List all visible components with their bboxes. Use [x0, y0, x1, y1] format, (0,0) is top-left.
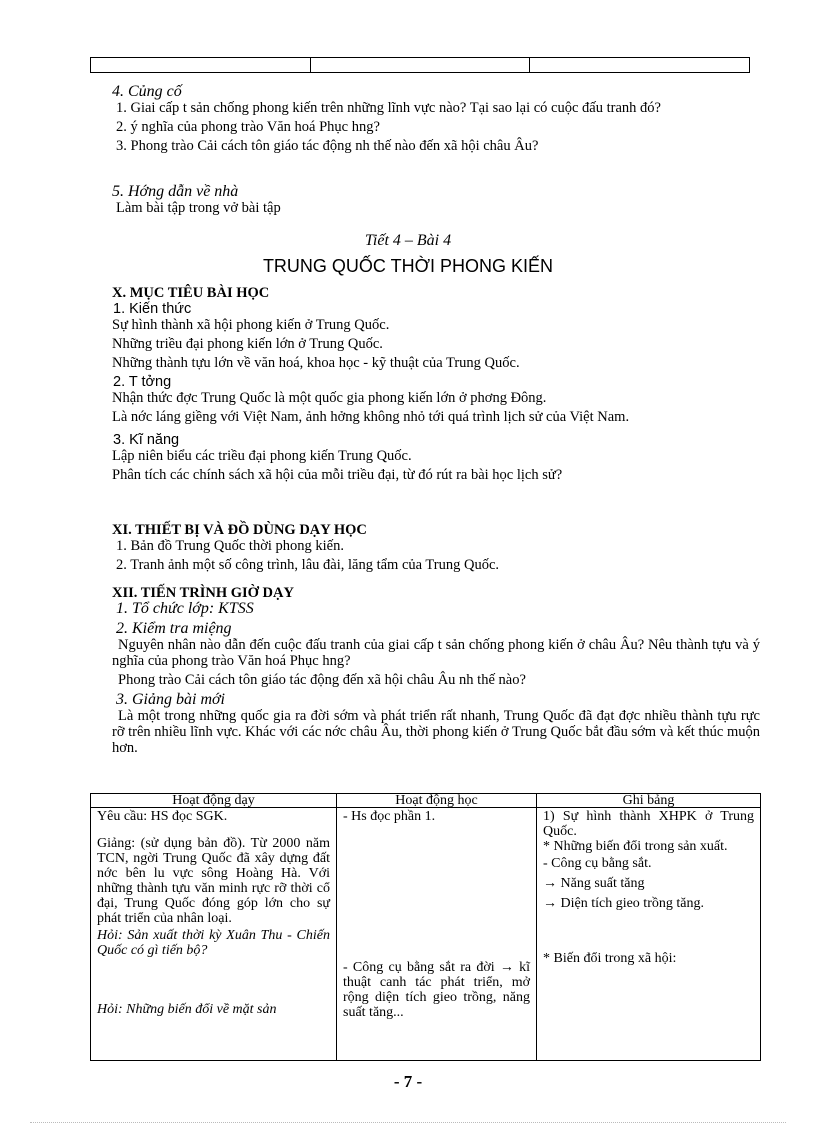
- equipment-heading: XI. THIẾT BỊ VÀ ĐỒ DÙNG DẠY HỌC: [112, 522, 367, 538]
- teach-request: Yêu cầu: HS đọc SGK.: [97, 809, 228, 824]
- thought-item-1: Nhận thức đợc Trung Quốc là một quốc gia phong kiến lớn ở phơng Đông.: [112, 390, 547, 406]
- review-question-1: 1. Giai cấp t sản chống phong kiến trên những lĩnh vực nào? Tại sao lại có cuộc đấu tranh đó?: [116, 100, 661, 116]
- table-header-row: [91, 794, 761, 808]
- lesson-title: TRUNG QUỐC THỜI PHONG KIẾN: [262, 256, 554, 276]
- skills-heading: 3. Kĩ năng: [113, 432, 180, 448]
- objectives-section: [112, 285, 760, 486]
- skills-item-2: Phân tích các chính sách xã hội của mỗi triều đại, từ đó rút ra bài học lịch sử?: [112, 467, 563, 483]
- board-item-2: * Những biến đổi trong sản xuất.: [543, 839, 728, 854]
- teach-question-1: Hỏi: Sản xuất thời kỳ Xuân Thu - Chiến Quốc có gì tiến bộ?: [97, 928, 330, 958]
- homework-heading: 5. Hớng dẫn về nhà: [112, 183, 239, 200]
- homework-text: Làm bài tập trong vở bài tập: [116, 200, 281, 216]
- review-heading: 4. Củng cố: [112, 83, 182, 100]
- oral-check-question-2: Phong trào Cải cách tôn giáo tác động đến xã hội châu Âu nh thế nào?: [118, 672, 526, 688]
- header-teaching: Hoạt động dạy: [91, 794, 337, 808]
- table-cell: [311, 58, 531, 72]
- learning-cell: [337, 808, 537, 1061]
- page-number: - 7 -: [393, 1072, 423, 1091]
- skills-item-1: Lập niên biểu các triều đại phong kiến Trung Quốc.: [112, 448, 412, 464]
- equipment-item-1: 1. Bản đồ Trung Quốc thời phong kiến.: [116, 538, 344, 554]
- knowledge-item-1: Sự hình thành xã hội phong kiến ở Trung Quốc.: [112, 317, 390, 333]
- knowledge-item-3: Những thành tựu lớn về văn hoá, khoa học - kỹ thuật của Trung Quốc.: [112, 355, 520, 371]
- class-organization: 1. Tổ chức lớp: KTSS: [116, 600, 254, 617]
- review-section: [112, 84, 760, 157]
- equipment-section: [112, 522, 760, 576]
- table-row: [91, 808, 761, 1061]
- new-lesson-heading: 3. Giảng bài mới: [116, 691, 225, 708]
- review-question-2: 2. ý nghĩa của phong trào Văn hoá Phục hng?: [116, 119, 380, 135]
- lesson-period: Tiết 4 – Bài 4: [364, 232, 452, 249]
- learn-item-1: - Hs đọc phần 1.: [343, 809, 436, 824]
- board-item-1: 1) Sự hình thành XHPK ở Trung Quốc.: [543, 809, 754, 839]
- knowledge-heading: 1. Kiến thức: [113, 301, 192, 317]
- homework-section: [112, 184, 760, 219]
- objectives-heading: X. MỤC TIÊU BÀI HỌC: [112, 285, 270, 301]
- review-question-3: 3. Phong trào Cải cách tôn giáo tác động nh thế nào đến xã hội châu Âu?: [116, 138, 539, 154]
- board-item-5: → Diện tích gieo trồng tăng.: [543, 896, 704, 911]
- learn-item-2: - Công cụ bằng sắt ra đời → kĩ thuật canh tác phát triển, mở rộng diện tích gieo trồng, năng suất tăng...: [343, 960, 530, 1020]
- board-item-4: → Năng suất tăng: [543, 876, 645, 891]
- board-item-3: - Công cụ bằng sắt.: [543, 856, 652, 871]
- thought-heading: 2. T tởng: [113, 374, 172, 390]
- header-board: Ghi bảng: [537, 794, 761, 808]
- oral-check-heading: 2. Kiểm tra miệng: [116, 620, 232, 637]
- equipment-item-2: 2. Tranh ảnh một số công trình, lâu đài, lăng tẩm của Trung Quốc.: [116, 557, 500, 573]
- previous-table-bottom-row: [90, 57, 750, 73]
- process-section: [112, 585, 760, 759]
- table-cell: [91, 58, 311, 72]
- teach-question-2: Hỏi: Những biến đổi về mặt sản: [97, 1002, 277, 1017]
- knowledge-item-2: Những triều đại phong kiến lớn ở Trung Quốc.: [112, 336, 383, 352]
- teaching-cell: [91, 808, 337, 1061]
- table-cell: [530, 58, 749, 72]
- thought-item-2: Là nớc láng giềng với Việt Nam, ảnh hởng không nhỏ tới quá trình lịch sử của Việt Nam.: [112, 409, 630, 425]
- new-lesson-intro: Là một trong những quốc gia ra đời sớm và phát triển rất nhanh, Trung Quốc đã đạt đợc nhiều thành tựu rực rỡ trên nhiều lĩnh vực. Khác với các nớc châu Âu, thời phong kiến ở Trung Quốc bắt đầu sớm và kết thúc muộn hơn.: [112, 708, 760, 756]
- teach-explanation: Giảng: (sử dụng bản đồ). Từ 2000 năm TCN, ngời Trung Quốc đã xây dựng đất nớc bên lu vực sông Hoàng Hà. Với những thành tựu văn minh rực rỡ thời cổ đại, Trung Quốc đóng góp lớn cho sự phát triển của nhân loại.: [97, 836, 330, 926]
- oral-check-question-1: Nguyên nhân nào dẫn đến cuộc đấu tranh của giai cấp t sản chống phong kiến ở châu Âu? Nêu thành tựu và ý nghĩa của phong trào Văn hoá Phục hng?: [112, 637, 760, 669]
- lesson-activity-table: [90, 793, 761, 1061]
- header-learning: Hoạt động học: [337, 794, 537, 808]
- board-cell: [537, 808, 761, 1061]
- board-item-6: * Biến đổi trong xã hội:: [543, 951, 677, 966]
- process-heading: XII. TIẾN TRÌNH GIỜ DẠY: [112, 585, 294, 601]
